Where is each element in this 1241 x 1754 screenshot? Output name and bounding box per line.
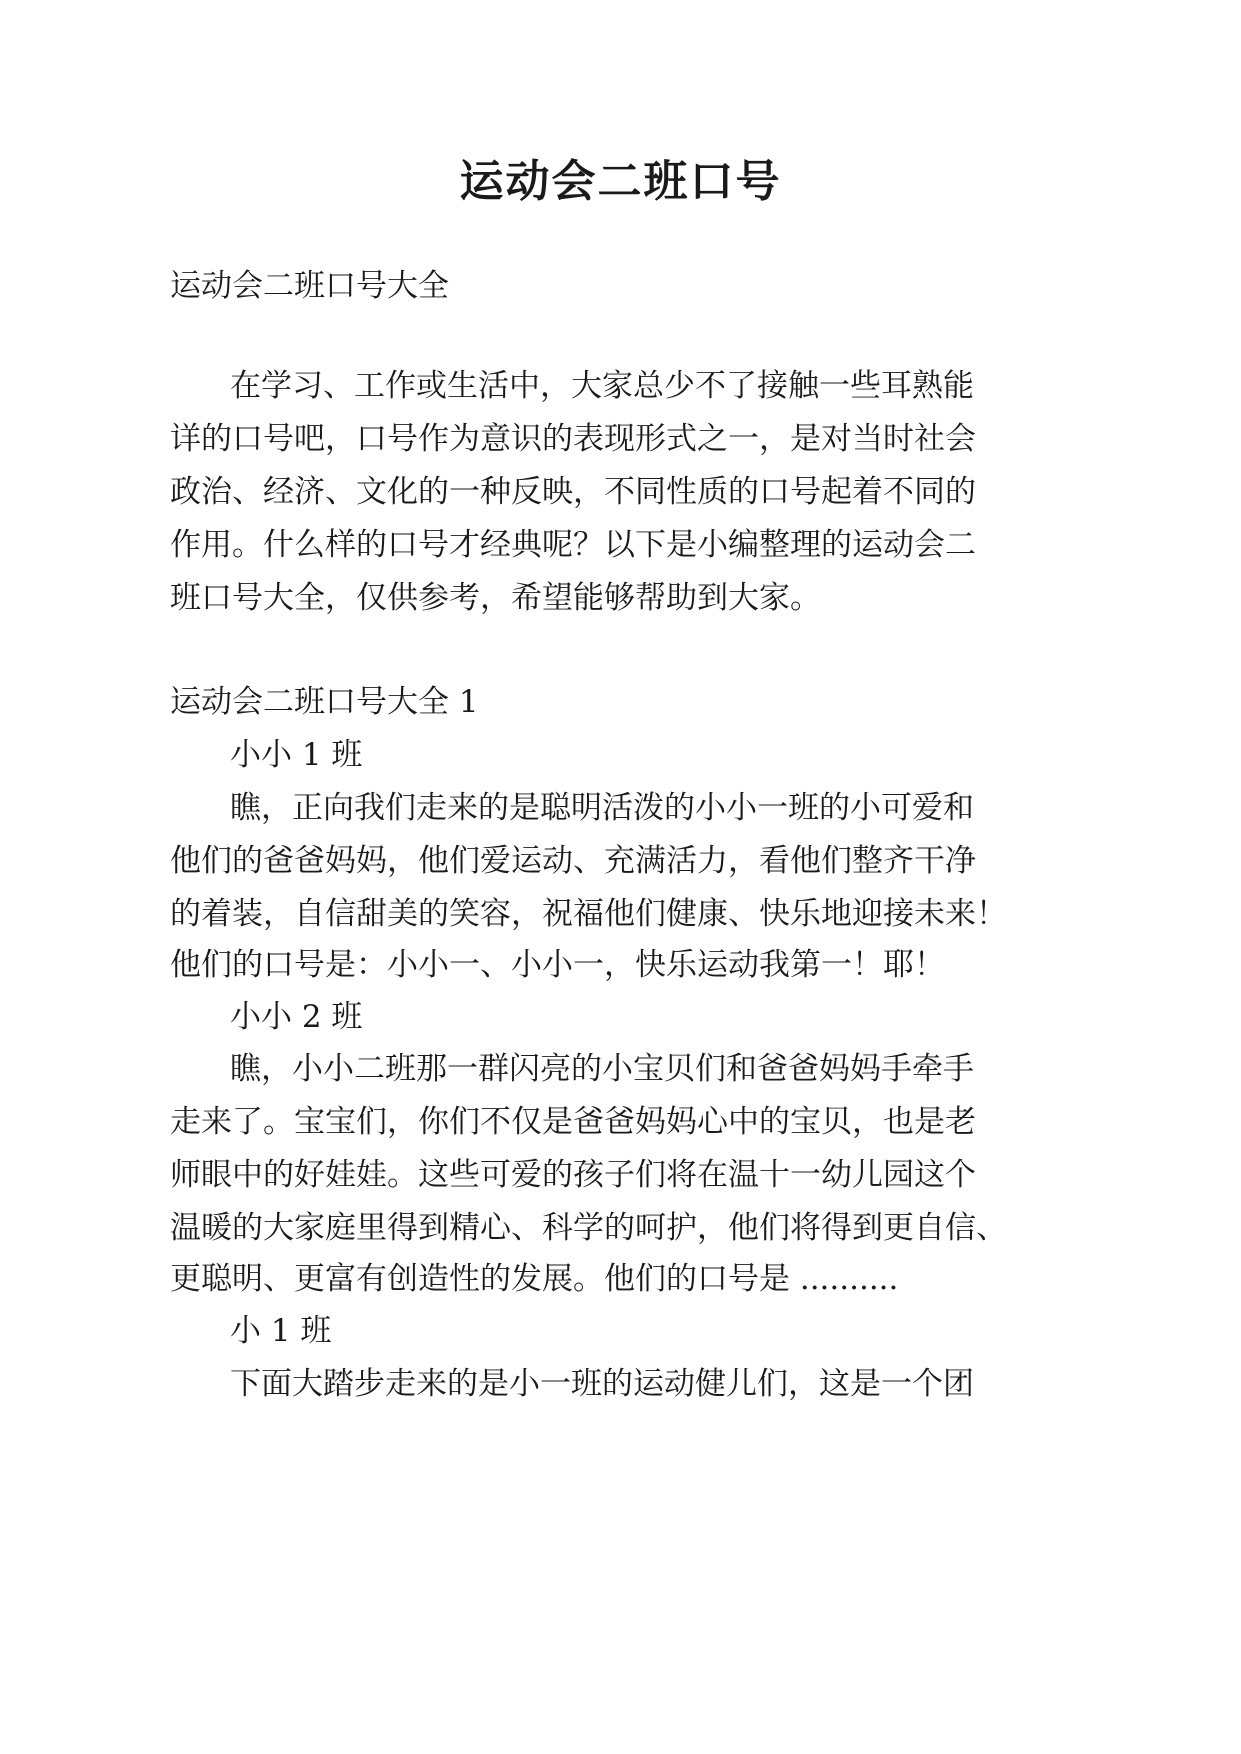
class2-line-2: 走来了。宝宝们，你们不仅是爸爸妈妈心中的宝贝，也是老 (170, 1104, 976, 1140)
class-name-2: 小小 2 班 (230, 999, 363, 1035)
class1-line-3: 的着装，自信甜美的笑容，祝福他们健康、快乐地迎接未来！ (170, 896, 1007, 932)
intro-line-2: 详的口号吧，口号作为意识的表现形式之一，是对当时社会 (170, 421, 976, 457)
class1-line-1: 瞧，正向我们走来的是聪明活泼的小小一班的小可爱和 (230, 790, 974, 826)
class2-line-5: 更聪明、更富有创造性的发展。他们的口号是 .......... (170, 1261, 899, 1297)
class2-line-1: 瞧，小小二班那一群闪亮的小宝贝们和爸爸妈妈手牵手 (230, 1051, 974, 1087)
class2-line-4: 温暖的大家庭里得到精心、科学的呵护，他们将得到更自信、 (170, 1210, 1007, 1246)
class2-line-3: 师眼中的好娃娃。这些可爱的孩子们将在温十一幼儿园这个 (170, 1157, 976, 1193)
section-heading: 运动会二班口号大全 1 (170, 684, 479, 720)
intro-line-5: 班口号大全，仅供参考，希望能够帮助到大家。 (170, 580, 821, 616)
intro-line-4: 作用。什么样的口号才经典呢？以下是小编整理的运动会二 (170, 527, 976, 563)
class-name-3: 小 1 班 (230, 1313, 332, 1349)
subtitle: 运动会二班口号大全 (170, 268, 449, 304)
class3-line-1: 下面大踏步走来的是小一班的运动健儿们，这是一个团 (230, 1366, 974, 1402)
intro-line-3: 政治、经济、文化的一种反映，不同性质的口号起着不同的 (170, 474, 976, 510)
class1-line-2: 他们的爸爸妈妈，他们爱运动、充满活力，看他们整齐干净 (170, 843, 976, 879)
document-title: 运动会二班口号 (459, 156, 782, 207)
class1-line-4: 他们的口号是：小小一、小小一，快乐运动我第一！耶！ (170, 947, 945, 983)
class-name-1: 小小 1 班 (230, 737, 363, 773)
intro-line-1: 在学习、工作或生活中，大家总少不了接触一些耳熟能 (230, 368, 974, 404)
